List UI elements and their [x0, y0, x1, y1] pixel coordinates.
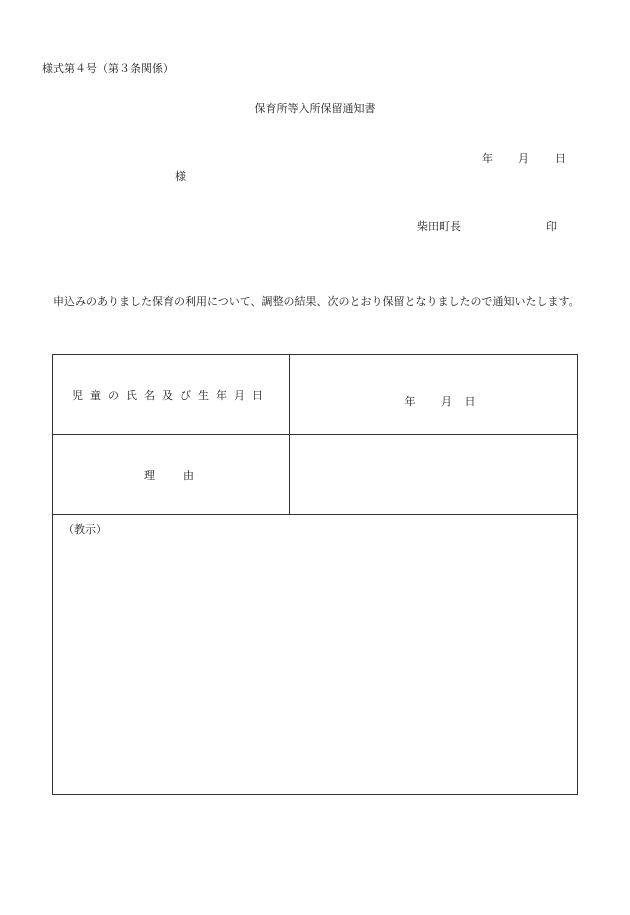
birth-year: 年 — [404, 394, 416, 408]
body-text: 申込みのありました保育の利用について、調整の結果、次のとおり保留となりましたので通知いたします。 — [53, 295, 580, 308]
birthdate-field — [290, 381, 577, 409]
child-name-label-cell — [53, 355, 290, 435]
notice-table — [52, 354, 578, 795]
seal-mark: 印 — [546, 220, 557, 233]
sender-name: 柴田町長 — [417, 220, 461, 233]
table-row — [53, 355, 578, 435]
notice-label: （教示） — [63, 523, 107, 536]
issue-date-month: 月 — [518, 152, 529, 165]
issue-date-day: 日 — [555, 152, 566, 165]
reason-label-cell — [53, 435, 290, 515]
notice-cell — [53, 515, 578, 795]
reason-value-cell — [290, 435, 578, 515]
reason-label: 理由 — [144, 468, 222, 482]
document-title: 保育所等入所保留通知書 — [254, 102, 376, 115]
issue-date — [482, 150, 566, 166]
child-birthdate-cell — [290, 355, 578, 435]
form-number: 様式第４号（第３条関係） — [42, 62, 174, 75]
birth-day: 日 — [464, 394, 476, 408]
table-row — [53, 515, 578, 795]
recipient-honorific: 様 — [175, 170, 186, 183]
issue-date-year: 年 — [482, 152, 493, 165]
table-row — [53, 435, 578, 515]
birth-month: 月 — [441, 394, 452, 408]
child-name-label: 児童の氏名及び生年月日 — [72, 388, 270, 402]
